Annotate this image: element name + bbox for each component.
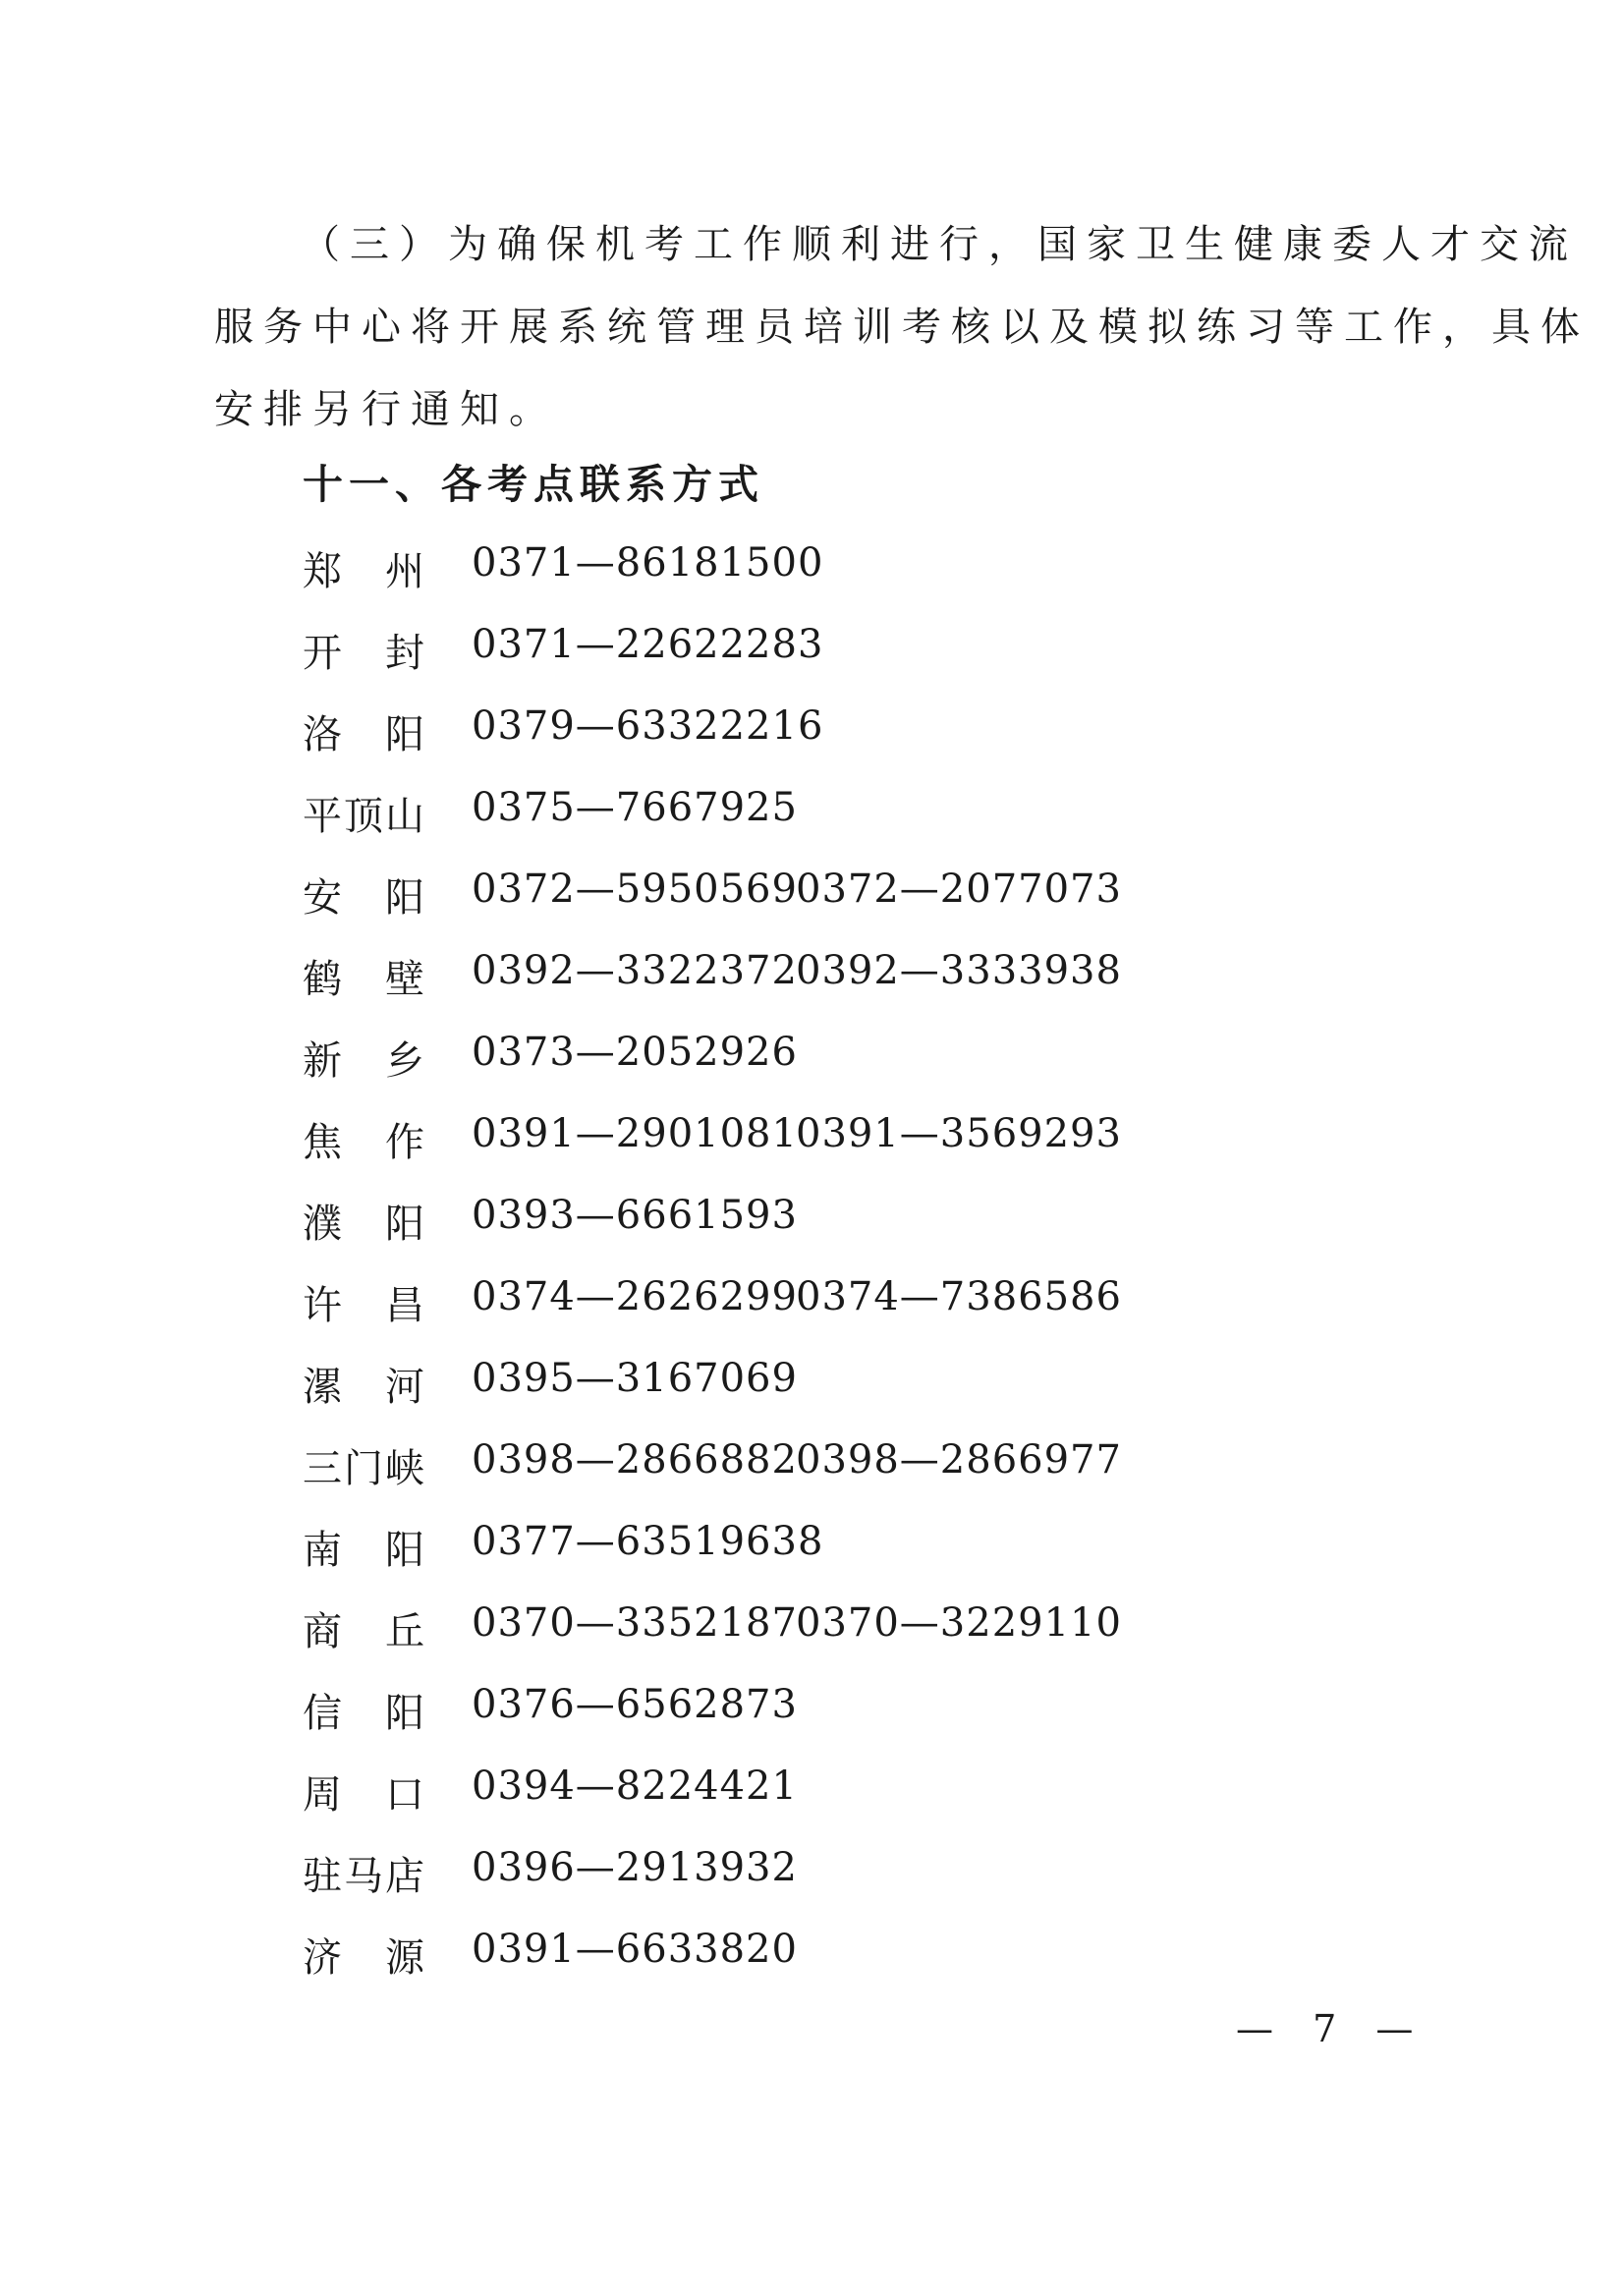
- contact-city: 濮 阳: [303, 1202, 424, 1247]
- contact-city: 开 封: [303, 631, 424, 676]
- contact-city: 许 昌: [303, 1283, 424, 1328]
- contact-city: 洛 阳: [303, 712, 424, 757]
- paragraph-line-2: 服务中心将开展系统管理员培训考核以及模拟练习等工作，具体: [214, 305, 1590, 350]
- contact-city: 信 阳: [303, 1691, 424, 1736]
- contact-phone: 0372—2077073: [796, 867, 1122, 912]
- paragraph-line-3: 安排另行通知。: [214, 387, 558, 432]
- paragraph-item-3: [214, 203, 1590, 451]
- contact-city: 驻 马 店: [303, 1854, 424, 1899]
- contact-phone: 0372—5950569: [472, 867, 798, 912]
- page-number: — 7 —: [1236, 2007, 1428, 2050]
- contact-city: 南 阳: [303, 1528, 424, 1573]
- contact-phone: 0376—6562873: [472, 1682, 798, 1727]
- contact-phone: 0395—3167069: [472, 1356, 798, 1401]
- contact-phone: 0391—2901081: [472, 1111, 798, 1156]
- contact-phone: 0391—6633820: [472, 1927, 798, 1972]
- contact-city: 漯 河: [303, 1365, 424, 1410]
- contact-phone: 0370—3229110: [796, 1600, 1122, 1646]
- contact-phone: 0396—2913932: [472, 1845, 798, 1890]
- contact-phone: 0393—6661593: [472, 1193, 798, 1238]
- contact-phone: 0392—3333938: [796, 948, 1122, 993]
- contact-city: 周 口: [303, 1772, 424, 1818]
- section-heading: 十一、各考点联系方式: [303, 461, 764, 508]
- contact-phone: 0375—7667925: [472, 785, 798, 830]
- contact-city: 济 源: [303, 1935, 424, 1981]
- contact-phone: 0373—2052926: [472, 1030, 798, 1075]
- contact-phone: 0371—86181500: [472, 540, 824, 586]
- contact-phone: 0379—63322216: [472, 703, 824, 749]
- contact-phone: 0394—8224421: [472, 1763, 798, 1809]
- contact-phone: 0371—22622283: [472, 622, 824, 667]
- contact-city: 郑 州: [303, 549, 424, 594]
- contact-phone: 0374—7386586: [796, 1274, 1122, 1319]
- contact-city: 平 顶 山: [303, 794, 424, 839]
- contact-phone: 0370—3352187: [472, 1600, 798, 1646]
- contact-city: 鹤 壁: [303, 957, 424, 1002]
- contact-phone: 0392—3322372: [472, 948, 798, 993]
- contact-city: 焦 作: [303, 1120, 424, 1165]
- contact-phone: 0374—2626299: [472, 1274, 798, 1319]
- contact-phone: 0377—63519638: [472, 1519, 824, 1564]
- contact-phone: 0398—2866977: [796, 1437, 1122, 1483]
- contact-city: 商 丘: [303, 1609, 424, 1654]
- contact-phone: 0391—3569293: [796, 1111, 1122, 1156]
- contact-city: 三 门 峡: [303, 1446, 424, 1491]
- contact-city: 新 乡: [303, 1038, 424, 1084]
- contact-phone: 0398—2866882: [472, 1437, 798, 1483]
- paragraph-line-1: （三）为确保机考工作顺利进行，国家卫生健康委人才交流: [301, 222, 1578, 267]
- contact-city: 安 阳: [303, 875, 424, 921]
